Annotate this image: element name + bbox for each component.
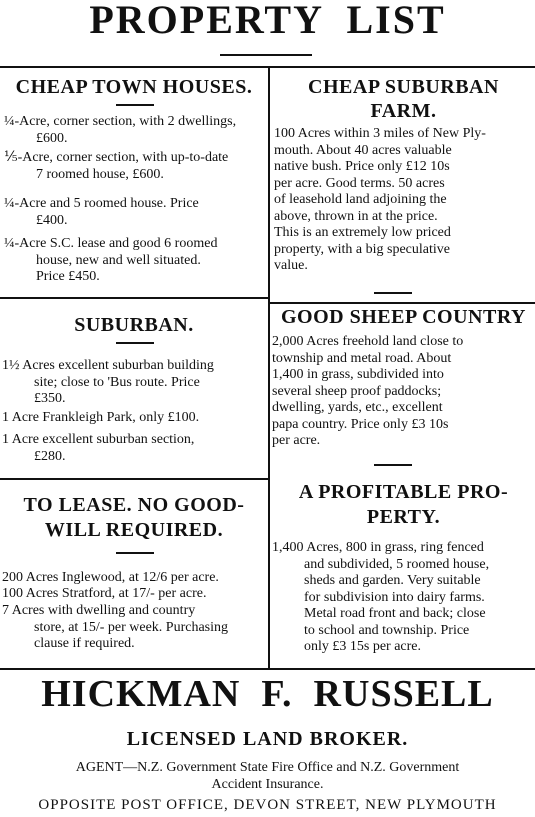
- lease-heading-line-2: WILL REQUIRED.: [44, 519, 224, 541]
- page-title: PROPERTY LIST: [89, 0, 446, 42]
- short-rule: [374, 292, 412, 294]
- title-rule: [220, 54, 312, 56]
- profitable-property-heading-line-1: A PROFITABLE PRO-: [298, 481, 509, 503]
- lease-item-2: 100 Acres Stratford, at 17/- per acre.: [2, 586, 207, 601]
- suburban-farm-heading-line-2: FARM.: [370, 100, 437, 122]
- town-item-4: ¼-Acre S.C. lease and good 6 roomed house, new and well situated. Price £450.: [4, 236, 218, 284]
- sheep-country-heading: GOOD SHEEP COUNTRY: [281, 306, 526, 328]
- short-rule: [116, 342, 154, 344]
- section-rule: [268, 302, 535, 304]
- sheep-country-text: 2,000 Acres freehold land close to township and metal road. About 1,400 in grass, subdivided into several sheep proof paddocks; dwelling, yards, etc., excellent papa country. Price only £3 10s per acre.: [272, 334, 464, 448]
- agent-line-1: AGENT—N.Z. Government State Fire Office and N.Z. Government: [75, 760, 460, 775]
- lease-heading-line-1: TO LEASE. NO GOOD-: [23, 494, 245, 516]
- column-divider: [268, 66, 270, 670]
- section-rule: [0, 478, 268, 480]
- lease-item-1: 200 Acres Inglewood, at 12/6 per acre.: [2, 570, 219, 585]
- town-houses-heading: CHEAP TOWN HOUSES.: [15, 76, 253, 98]
- suburban-item-3: 1 Acre excellent suburban section, £280.: [2, 432, 195, 464]
- section-rule: [0, 297, 268, 299]
- town-item-3: ¼-Acre and 5 roomed house. Price £400.: [4, 196, 199, 228]
- profitable-property-heading-line-2: PERTY.: [366, 506, 441, 528]
- broker-name: HICKMAN F. RUSSELL: [41, 673, 494, 715]
- suburban-item-2: 1 Acre Frankleigh Park, only £100.: [2, 410, 200, 425]
- short-rule: [116, 552, 154, 554]
- agent-line-2: Accident Insurance.: [211, 777, 324, 792]
- suburban-farm-heading-line-1: CHEAP SUBURBAN: [308, 76, 499, 98]
- short-rule: [374, 464, 412, 466]
- town-item-2: ⅕-Acre, corner section, with up-to-date 7 roomed house, £600.: [4, 150, 229, 182]
- broker-role: LICENSED LAND BROKER.: [126, 728, 409, 750]
- suburban-item-1: 1½ Acres excellent suburban building site; close to 'Bus route. Price £350.: [2, 358, 214, 406]
- address-line: OPPOSITE POST OFFICE, DEVON STREET, NEW PLYMOUTH: [38, 797, 497, 813]
- suburban-farm-text: 100 Acres within 3 miles of New Ply- mouth. About 40 acres valuable native bush. Price only £12 10s per acre. Good terms. 50 acres of leasehold land adjoining the above, thrown in at the price. This is an extremely low priced property, with a big speculative value.: [274, 126, 486, 273]
- suburban-heading: SUBURBAN.: [74, 314, 194, 336]
- lease-item-3: 7 Acres with dwelling and country store, at 15/- per week. Purchasing clause if required.: [2, 603, 228, 651]
- profitable-property-text: 1,400 Acres, 800 in grass, ring fenced and subdivided, 5 roomed house, sheds and garden. Very suitable for subdivision into dairy farms. Metal road front and back; close to school and township. Price only £3 15s per acre.: [272, 540, 490, 654]
- footer-rule: [0, 668, 535, 670]
- short-rule: [116, 104, 154, 106]
- town-item-1: ¼-Acre, corner section, with 2 dwellings, £600.: [4, 114, 237, 146]
